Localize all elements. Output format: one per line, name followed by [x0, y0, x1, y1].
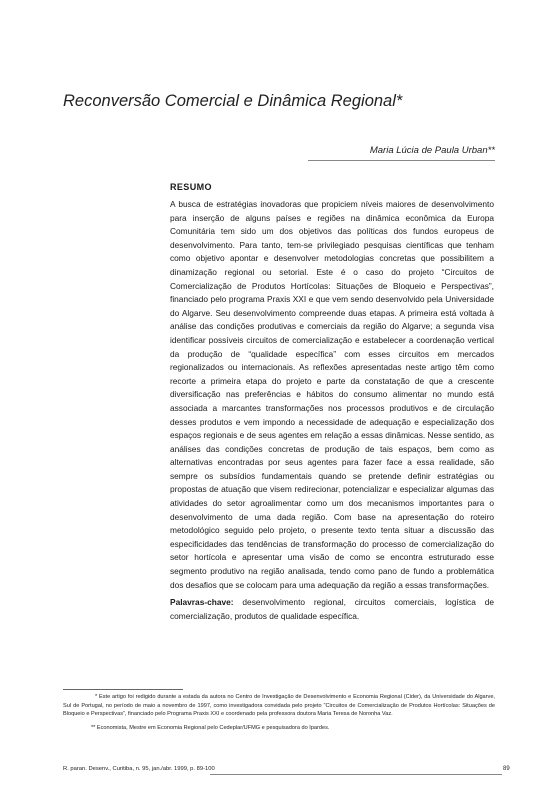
keywords-paragraph: [170, 596, 494, 623]
footnote-2: ** Economista, Mestre em Economia Regional pelo Cedeplar/UFMG e pesquisadora do Ipardes.: [91, 724, 330, 731]
footnote-divider: [63, 689, 183, 690]
keywords-label: Palavras-chave:: [170, 597, 234, 608]
author-divider: [308, 160, 495, 161]
author-name: Maria Lúcia de Paula Urban**: [369, 145, 495, 156]
abstract-section: [170, 182, 494, 623]
footnotes: [63, 693, 495, 732]
abstract-heading: RESUMO: [170, 182, 212, 192]
footer-divider: [210, 774, 502, 775]
journal-citation: R. paran. Desenv., Curitiba, n. 95, jan./abr. 1999, p. 89-100: [63, 766, 215, 772]
article-title: Reconversão Comercial e Dinâmica Regional*: [63, 92, 403, 110]
footnote-1: * Este artigo foi redigido durante a estada da autora no Centro de Investigação de Desenvolvimento e Economia Regional (Cider), da Universidade do Algarve, Sul de Portugal, no período de maio a novembro de 1997, como investigadora convidada pelo projeto “Circuitos de Comercialização de Produtos Hortícolas: Situações de Bloqueio e Perspectivas”, financiado pelo Programa Praxis XXI e coordenado pela professora doutora Maria Teresa de Noronha Vaz.: [63, 694, 495, 718]
keywords-text: desenvolvimento regional, circuitos comerciais, logística de comercialização, produtos de qualidade específica.: [170, 597, 494, 621]
abstract-body: A busca de estratégias inovadoras que propiciem níveis maiores de desenvolvimento para inserção de alguns países e regiões na dinâmica econômica da Europa Comunitária tem sido um dos objetivos das políticas dos fundos europeus de desenvolvimento. Para tanto, tem-se privilegiado pesquisas científicas que tenham como objetivo apontar e desenvolver metodologias concretas que possibilitem a dinamização regional ou setorial. Este é o caso do projeto “Circuitos de Comercialização de Produtos Hortícolas: Situações de Bloqueio e Perspectivas”, financiado pelo programa Praxis XXI e que vem sendo desenvolvido pela Universidade do Algarve. Seu desenvolvimento compreende duas etapas. A primeira está voltada à análise das condições produtivas e comerciais da região do Algarve; a segunda visa identificar possíveis circuitos de comercialização e estabelecer a coordenação vertical da produção de “qualidade específica” com esses circuitos em mercados regionalizados ou internacionais. As reflexões apresentadas neste artigo têm como recorte a primeira etapa do projeto e parte da constatação de que a crescente diversificação nas preferências e hábitos do consumo alimentar no mundo está associada a marcantes transformações nos processos produtivos e de circulação desses produtos e vem impondo a necessidade de adequação e especialização dos espaços regionais e de seus agentes em relação a essas dinâmicas. Nesse sentido, as análises das condições concretas de produção de tais espaços, bem como as alternativas encontradas por seus agentes para fazer face a essa realidade, são sempre os subsídios fundamentais quando se pretende definir estratégias ou propostas de atuação que visem redirecionar, potencializar e especializar algumas das atividades do setor agroalimentar como um dos mecanismos importantes para o desenvolvimento de uma dada região. Com base na apresentação do roteiro metodológico seguido pelo projeto, o presente texto tenta situar a discussão das especificidades das tendências de transformação do processo de comercialização do setor hortícola e apresentar uma visão de como se encontra estruturado esse segmento produtivo na região analisada, tendo como pano de fundo a problemática dos desafios que se colocam para uma adequação da região a essas transformações.: [170, 199, 494, 590]
page-number: 89: [503, 766, 510, 772]
